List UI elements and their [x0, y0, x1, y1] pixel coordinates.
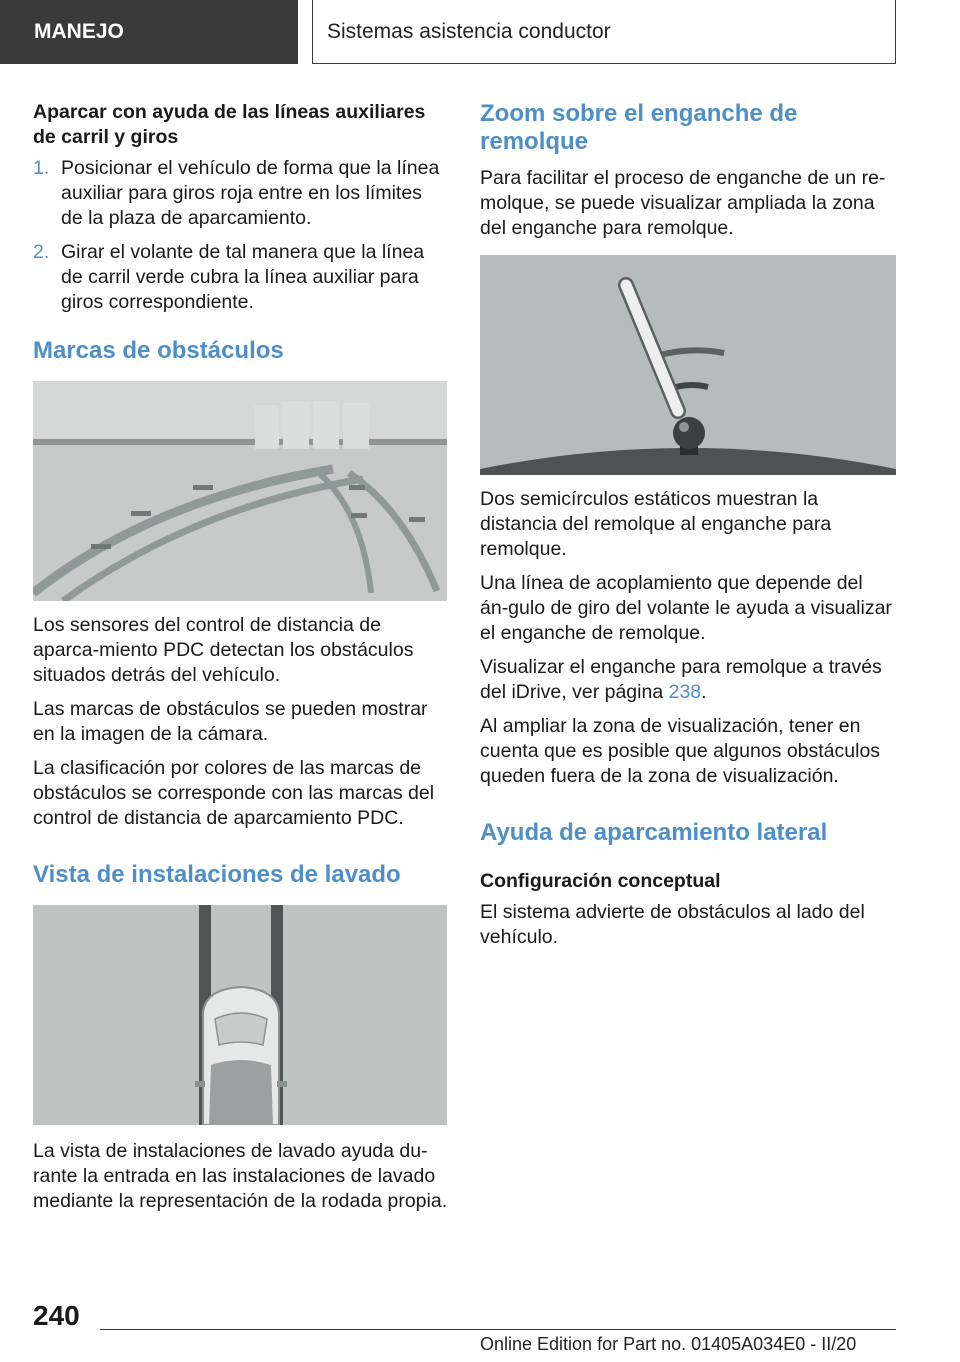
- step-number: 1.: [33, 157, 50, 179]
- wash-title: Vista de instalaciones de lavado: [33, 861, 401, 888]
- footer-divider: [100, 1329, 896, 1330]
- list-item: [33, 156, 449, 231]
- lateral-title: Ayuda de aparcamiento lateral: [480, 819, 828, 846]
- car-wash-image: [33, 905, 447, 1125]
- chapter-tab: [312, 0, 896, 64]
- zoom-paragraph-5: Al ampliar la zona de visualización, tener en cuenta que es posible que algunos obstáculos queden fuera de la zona de visualización.: [480, 715, 881, 787]
- obstacle-paragraph-3: La clasificación por colores de las marcas de obstáculos se corresponde con las marcas del control de distancia de aparcamiento PDC.: [33, 757, 435, 829]
- section-tab: [0, 0, 298, 64]
- right-column: [480, 100, 896, 959]
- page-link[interactable]: 238: [668, 681, 702, 703]
- obstacle-title: Marcas de obstáculos: [33, 337, 284, 364]
- step-number: 2.: [33, 241, 50, 263]
- obstacle-marks-image: [33, 381, 447, 601]
- section-label: MANEJO: [34, 20, 124, 43]
- lane-heading: Aparcar con ayuda de las líneas auxiliares de carril y giros: [33, 101, 426, 148]
- step-text: Posicionar el vehículo de forma que la línea auxiliar para giros roja entre en los límites de la plaza de aparcamiento.: [61, 157, 440, 229]
- wash-paragraph-1: La vista de instalaciones de lavado ayuda du-rante la entrada en las instalaciones de lavado mediante la representación de la rodada propia.: [33, 1140, 448, 1212]
- concept-subhead: Configuración conceptual: [480, 870, 721, 892]
- left-column: [33, 100, 449, 1223]
- zoom-paragraph-2: Dos semicírculos estáticos muestran la distancia del remolque al enganche para remolque.: [480, 488, 832, 560]
- steps-list: [33, 156, 449, 315]
- list-item: [33, 240, 449, 315]
- zoom-paragraph-3: Una línea de acoplamiento que depende del án-gulo de giro del volante le ayuda a visualizar el enganche de remolque.: [480, 572, 892, 644]
- zoom-paragraph-1: Para facilitar el proceso de enganche de un re-molque, se puede visualizar ampliada la zona del enganche para remolque.: [480, 167, 886, 239]
- zoom-paragraph-4-end: .: [701, 681, 707, 703]
- zoom-paragraph-4-text: Visualizar el enganche para remolque a través del iDrive, ver página: [480, 656, 882, 703]
- edition-footer: Online Edition for Part no. 01405A034E0 - II/20: [480, 1334, 857, 1354]
- chapter-label: Sistemas asistencia conductor: [327, 19, 611, 43]
- trailer-hitch-image: [480, 255, 896, 475]
- step-text: Girar el volante de tal manera que la línea de carril verde cubra la línea auxiliar para giros correspondiente.: [61, 241, 425, 313]
- obstacle-paragraph-1: Los sensores del control de distancia de aparca-miento PDC detectan los obstáculos situados detrás del vehículo.: [33, 614, 414, 686]
- zoom-paragraph-4: [480, 655, 896, 705]
- zoom-title: Zoom sobre el enganche de remolque: [480, 100, 798, 155]
- concept-paragraph-1: El sistema advierte de obstáculos al lado del vehículo.: [480, 901, 865, 948]
- obstacle-paragraph-2: Las marcas de obstáculos se pueden mostrar en la imagen de la cámara.: [33, 698, 428, 745]
- page-number: 240: [33, 1300, 80, 1331]
